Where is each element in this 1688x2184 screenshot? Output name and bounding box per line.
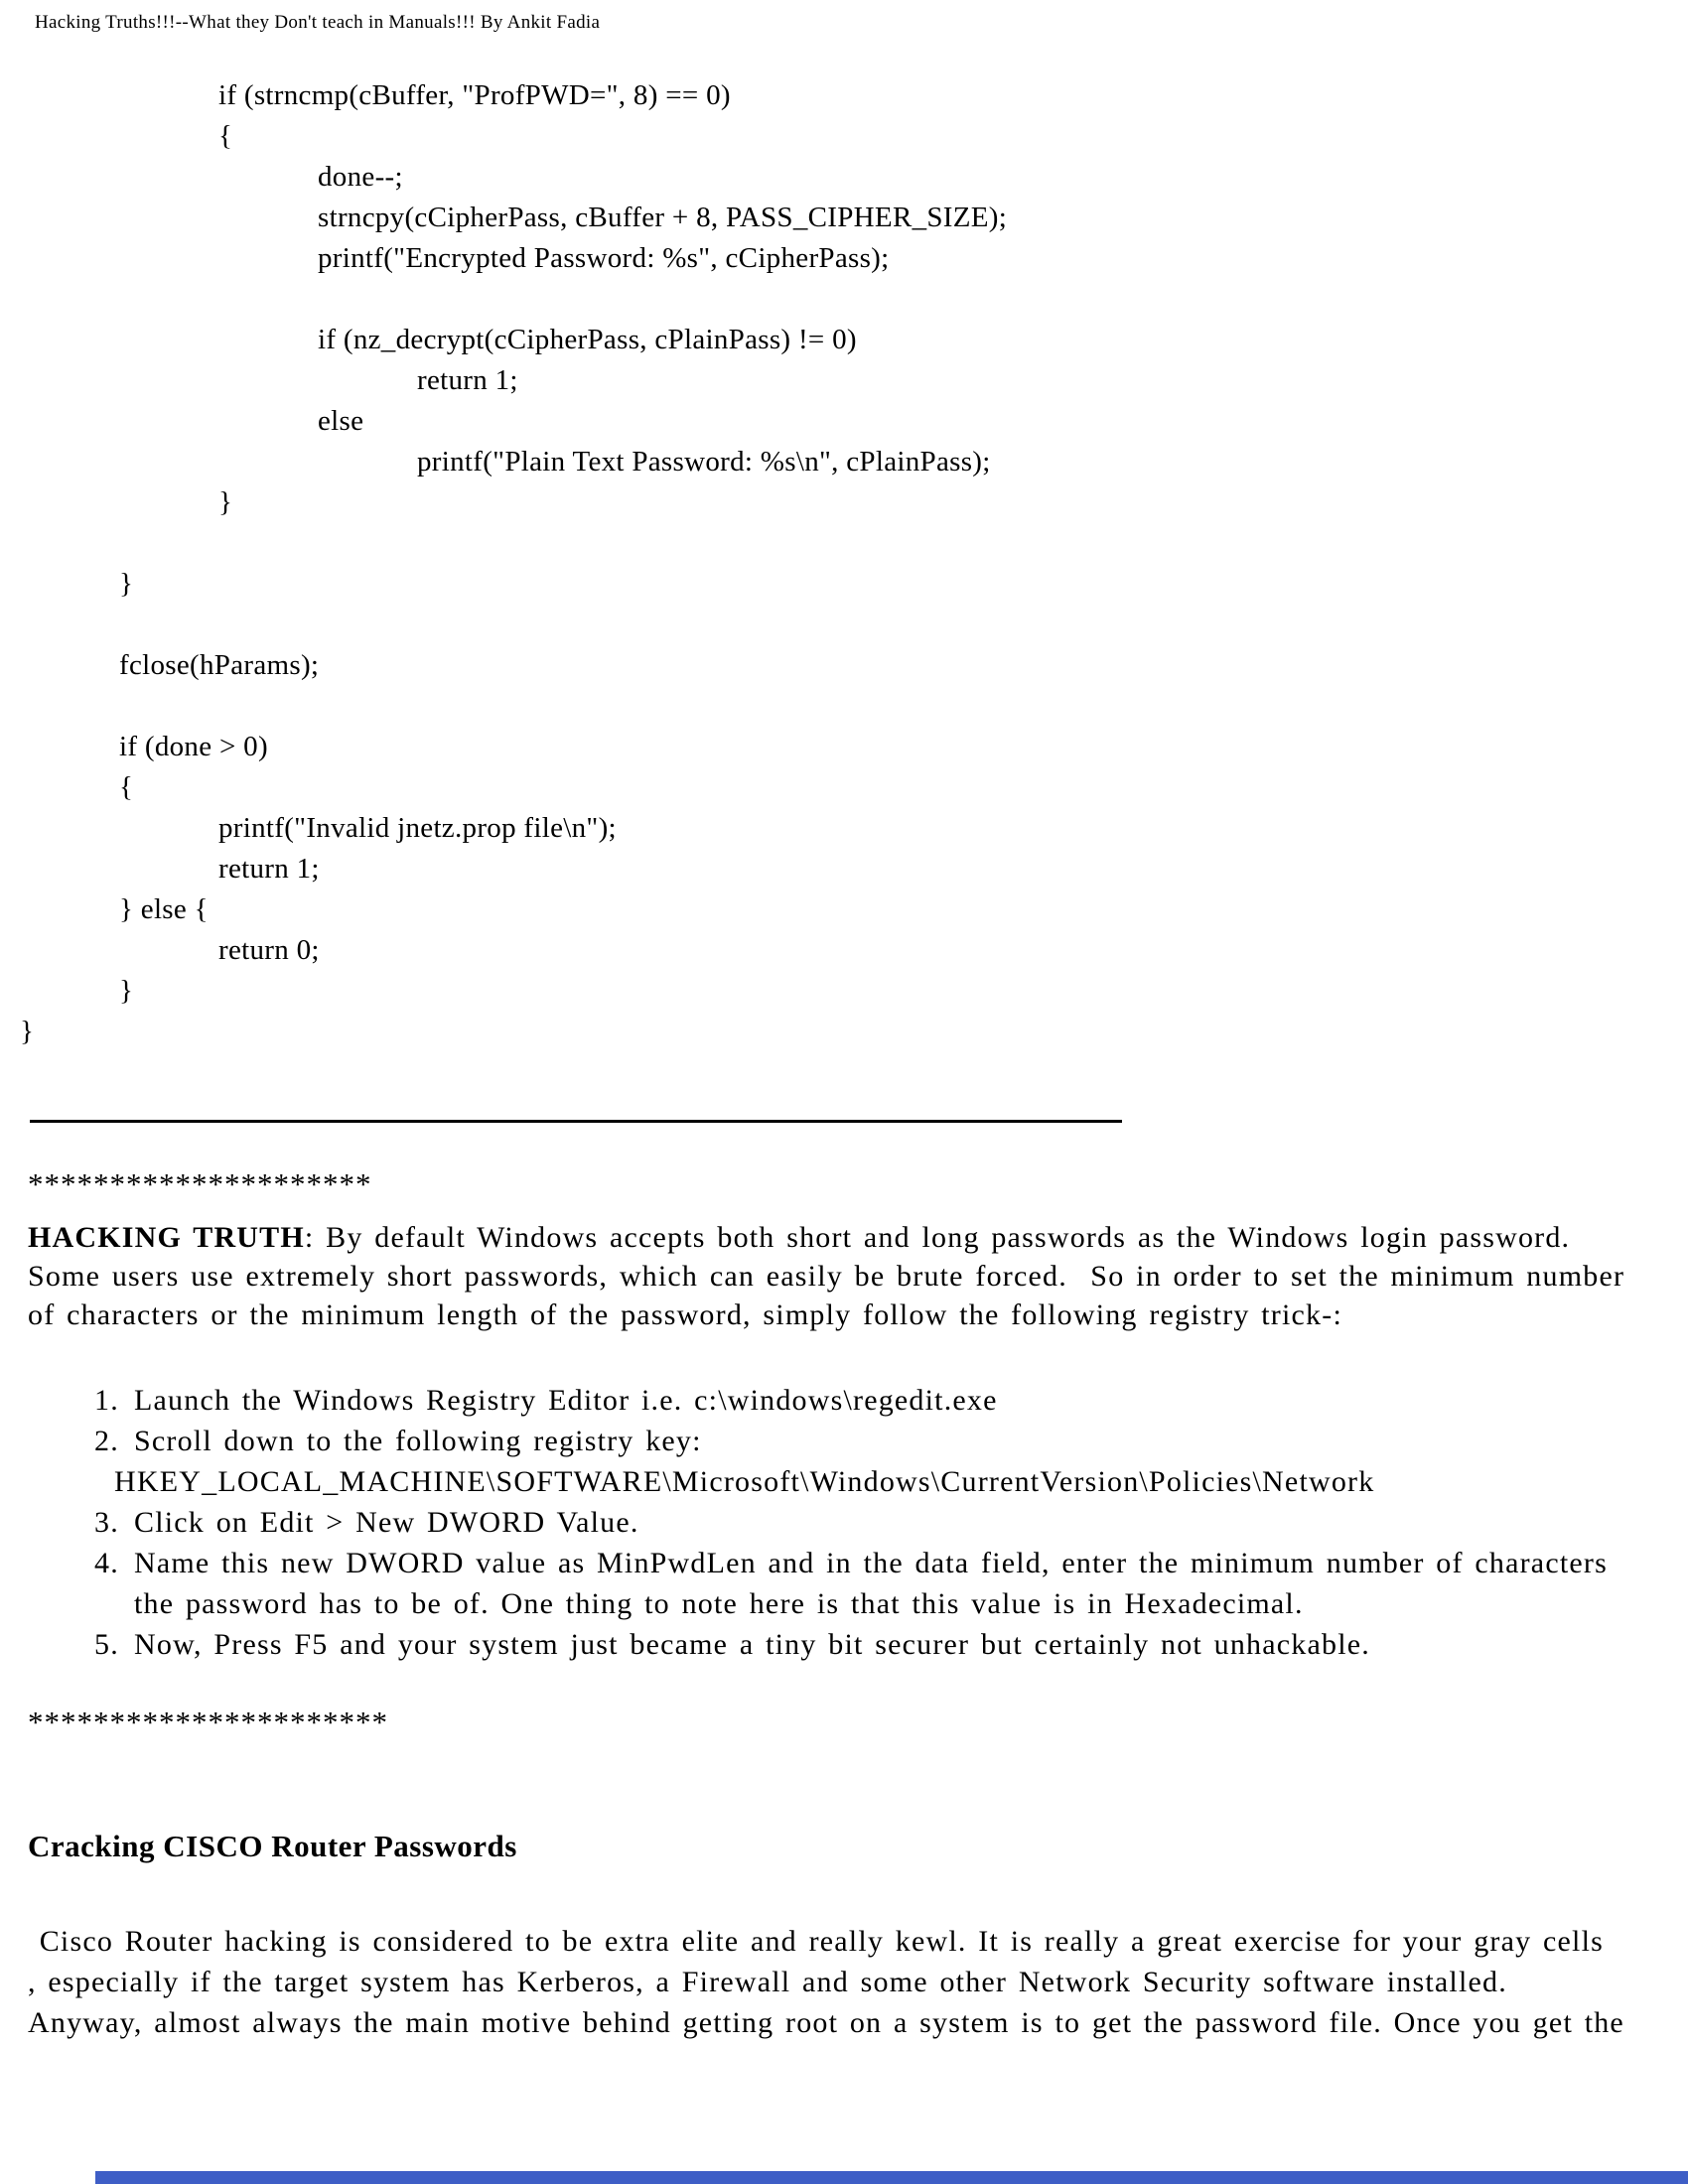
paragraph-line: Some users use extremely short passwords, which can easily be brute forced. So in order to set the minimum number (28, 1260, 1625, 1293)
code-line: return 1; (218, 853, 320, 885)
code-line: } (119, 568, 134, 600)
code-line-blank (20, 605, 1678, 645)
asterisk-separator-bottom: ********************** (28, 1705, 388, 1739)
paragraph-line: , especially if the target system has Kerberos, a Firewall and some other Network Security software installed. (28, 1966, 1507, 1998)
code-line: return 0; (218, 934, 320, 966)
code-line: printf("Invalid jnetz.prop file\n"); (218, 812, 617, 844)
list-item-text: Now, Press F5 and your system just became a tiny bit securer but certainly not unhackable. (134, 1628, 1370, 1661)
bottom-blue-bar (95, 2171, 1688, 2184)
code-line: } (20, 1016, 35, 1047)
code-line: printf("Encrypted Password: %s", cCipherPass); (318, 242, 890, 274)
registry-key-line: HKEY_LOCAL_MACHINE\SOFTWARE\Microsoft\Windows\CurrentVersion\Policies\Network (114, 1465, 1375, 1498)
hacking-truth-label: HACKING TRUTH (28, 1221, 305, 1254)
code-line: } (218, 486, 233, 518)
code-line: fclose(hParams); (119, 649, 320, 681)
code-line: return 1; (417, 364, 518, 396)
code-line: } (119, 975, 134, 1007)
list-item-text: Click on Edit > New DWORD Value. (134, 1506, 639, 1539)
list-item-number: 4. (94, 1547, 119, 1579)
code-line: if (nz_decrypt(cCipherPass, cPlainPass) != 0) (318, 324, 857, 355)
code-line: strncpy(cCipherPass, cBuffer + 8, PASS_CIPHER_SIZE); (318, 202, 1008, 233)
paragraph-line: of characters or the minimum length of the password, simply follow the following registry trick-: (28, 1298, 1342, 1331)
code-line: done--; (318, 161, 403, 193)
code-line: if (done > 0) (119, 731, 268, 762)
code-line: { (119, 771, 134, 803)
asterisk-separator-top: ********************* (28, 1166, 372, 1201)
code-line-blank (20, 279, 1678, 320)
paragraph-text: : By default Windows accepts both short and long passwords as the Windows login password. (304, 1221, 1571, 1254)
code-line-blank (20, 523, 1678, 564)
list-item-4 (94, 1543, 1678, 1583)
list-item-text: Launch the Windows Registry Editor i.e. c:\windows\regedit.exe (134, 1384, 998, 1417)
list-item-text: Name this new DWORD value as MinPwdLen and in the data field, enter the minimum number of characters (134, 1547, 1608, 1579)
list-item-1 (94, 1380, 1678, 1421)
list-item-number: 2. (94, 1425, 119, 1457)
list-item-text: Scroll down to the following registry key: (134, 1425, 702, 1457)
code-line: else (318, 405, 364, 437)
registry-steps-list (20, 1380, 1678, 1665)
list-item-continuation: the password has to be of. One thing to note here is that this value is in Hexadecimal. (134, 1587, 1304, 1620)
paragraph-line (28, 1218, 1678, 1257)
paragraph-line: Cisco Router hacking is considered to be extra elite and really kewl. It is really a great exercise for your gray cells (28, 1925, 1604, 1958)
code-line: if (strncmp(cBuffer, "ProfPWD=", 8) == 0) (218, 79, 731, 111)
cisco-paragraph (28, 1921, 1678, 2043)
doc-header: Hacking Truths!!!--What they Don't teach in Manuals!!! By Ankit Fadia (35, 12, 601, 33)
list-item-number: 5. (94, 1628, 119, 1661)
list-item-3 (94, 1502, 1678, 1543)
code-line: { (218, 120, 233, 152)
code-line: } else { (119, 893, 209, 925)
section-divider-line (30, 1120, 1122, 1123)
list-item-2 (94, 1421, 1678, 1461)
section-heading: Cracking CISCO Router Passwords (28, 1829, 517, 1863)
hacking-truth-paragraph (28, 1218, 1678, 1334)
code-block (20, 75, 1678, 1052)
list-item-number: 3. (94, 1506, 119, 1539)
code-line: printf("Plain Text Password: %s\n", cPlainPass); (417, 446, 991, 478)
paragraph-line: Anyway, almost always the main motive behind getting root on a system is to get the password file. Once you get the (28, 2006, 1624, 2039)
list-item-number: 1. (94, 1384, 119, 1417)
list-item-5 (94, 1624, 1678, 1665)
code-line-blank (20, 686, 1678, 727)
